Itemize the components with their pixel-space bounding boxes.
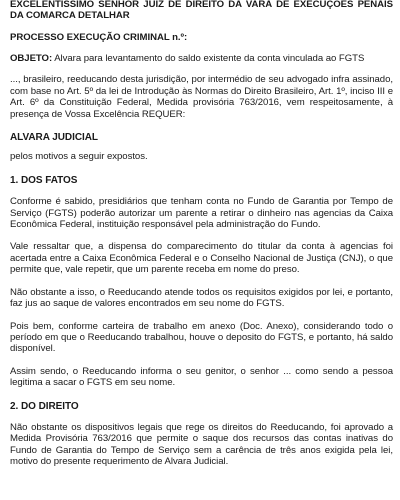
section-direito-title: 2. DO DIREITO [10,400,79,412]
objeto-label: OBJETO: [10,53,53,64]
intro-paragraph: ..., brasileiro, reeducando desta jurisdição, por intermédio de seu advogado infra assinado, com base no Art. 5º da lei de Introdução às Normas do Direito Brasileiro, Art. 1º, inciso III e Art. 6º da Constituição Federal, Medida provisória 763/2016, vem respeitosamente, à presença de Vossa Excelência REQUER: [10,74,393,120]
fatos-paragraph-5: Assim sendo, o Reeducando informa o seu genitor, o senhor ... como sendo a pessoa legitima a sacar o FGTS em seu nome. [10,365,393,389]
direito-paragraph-1: Não obstante os dispositivos legais que rege os direitos do Reeducando, foi aprovado a Medida Provisória 763/2016 que permite o saque dos recursos das contas inativas do Fundo de Garantia do Tempo de Serviço sem a carência de três anos exigida pela lei, motivo do presente requerimento de Alvara Judicial. [10,421,393,468]
fatos-paragraph-2: Vale ressaltar que, a dispensa do comparecimento do titular da conta à agencias foi acertada entre a Caixa Econômica Federal e o Conselho Nacional de Justiça (CNJ), o que permite que, vale repetir, que um parente receba em nome do preso. [10,241,393,276]
section-fatos-title: 1. DOS FATOS [10,174,78,186]
process-number-line: PROCESSO EXECUÇÃO CRIMINAL n.º: [10,31,188,43]
objeto-line [10,53,393,64]
alvara-title: ALVARA JUDICIAL [10,132,98,144]
motivos-line: pelos motivos a seguir expostos. [10,151,148,163]
objeto-text: Alvara para levantamento do saldo existente da conta vinculada ao FGTS [52,53,365,64]
fatos-paragraph-3: Não obstante a isso, o Reeducando atende todos os requisitos exigidos por lei, e portanto, faz jus ao saque de valores encontrados em seu nome do FGTS. [10,286,393,310]
court-heading: EXCELENTÍSSIMO SENHOR JUIZ DE DIREITO DA VARA DE EXECUÇÕES PENAIS DA COMARCA DETALHAR [10,0,393,21]
fatos-paragraph-4: Pois bem, conforme carteira de trabalho em anexo (Doc. Anexo), considerando todo o período em que o Reeducando trabalhou, houve o deposito do FGTS, e portanto, há saldo disponível. [10,320,393,355]
fatos-paragraph-1: Conforme é sabido, presidiários que tenham conta no Fundo de Garantia por Tempo de Serviço (FGTS) poderão autorizar um parente a retirar o dinheiro nas agencias da Caixa Econômica Federal, instituição responsável pela administração do Fundo. [10,196,393,231]
